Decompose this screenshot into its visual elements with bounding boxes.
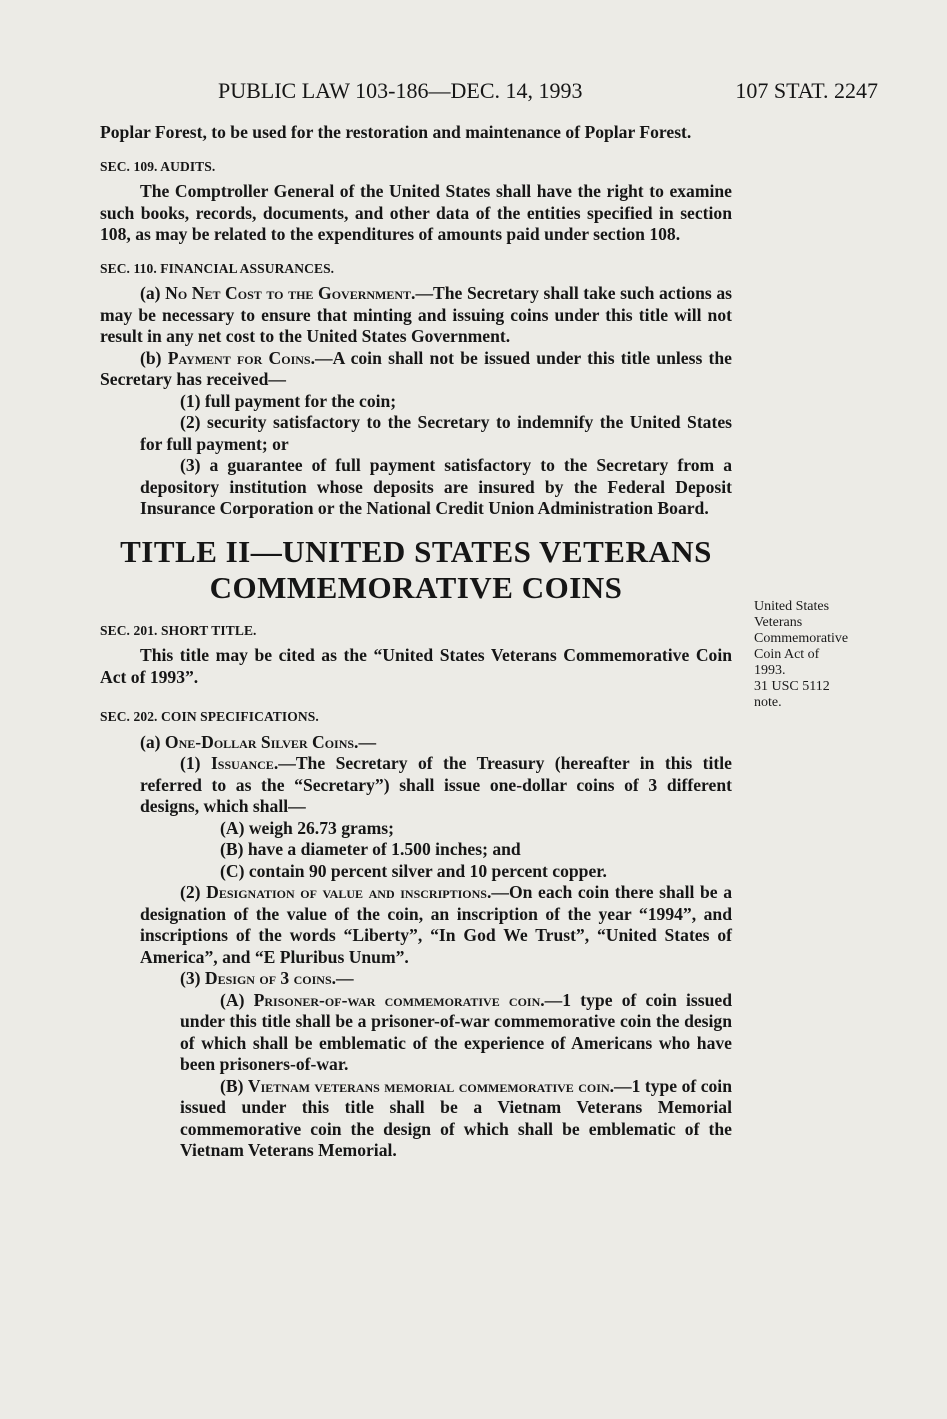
margin-note-line: Veterans (754, 615, 803, 630)
section-110-a (100, 283, 732, 348)
subparagraph-caption: Vietnam veterans memorial commemorative coin. (247, 1075, 615, 1096)
section-202-a-1-B: (B) have a diameter of 1.500 inches; and (220, 839, 521, 859)
subsection-text: —The Secretary shall take such actions as may be necessary to ensure that minting and issuing coins under this title will not result in any net cost to the United States Government. (100, 283, 732, 346)
subparagraph-caption: Prisoner-of-war commemorative coin. (253, 989, 545, 1010)
paragraph-caption: Designation of value and inscriptions. (206, 882, 492, 902)
section-202-heading: SEC. 202. COIN SPECIFICATIONS. (100, 709, 319, 724)
margin-note-line: note. (754, 695, 782, 710)
margin-note-line: 31 USC 5112 (754, 679, 830, 694)
section-110-heading: SEC. 110. FINANCIAL ASSURANCES. (100, 260, 335, 276)
subsection-label: (a) (140, 731, 165, 752)
section-202-a-3 (100, 968, 732, 990)
main-text-column (100, 122, 732, 1162)
paragraph-label: (1) (180, 753, 211, 773)
margin-note-line: 1993. (754, 663, 786, 678)
section-110-b-1: (1) full payment for the coin; (180, 390, 397, 411)
section-109-text: The Comptroller General of the United States shall have the right to examine such books, records, documents, and other data of the entities specified in section 108, as may be related to the expenditures of amounts paid under section 108. (100, 181, 732, 244)
section-110-b (100, 348, 732, 391)
subparagraph-label: (A) (220, 989, 254, 1010)
subparagraph-text: —1 type of coin issued under this title shall be a prisoner-of-war commemorative coin the design of which shall be emblematic of the experience of Americans who have been prisoners-of-war. (180, 989, 732, 1074)
statute-page-reference: 107 STAT. 2247 (735, 78, 878, 103)
paragraph-caption: Design of 3 coins. (204, 968, 337, 988)
subsection-caption: Payment for Coins. (167, 347, 315, 368)
section-201-heading: SEC. 201. SHORT TITLE. (100, 622, 257, 638)
subparagraph-label: (B) (220, 1075, 248, 1096)
margin-note (754, 599, 884, 711)
paragraph-label: (3) (180, 968, 205, 988)
title-ii-line-1: TITLE II—UNITED STATES VETERANS (120, 533, 712, 569)
subsection-label: (a) (140, 283, 166, 303)
section-110-b-3: (3) a guarantee of full payment satisfactory to the Secretary from a depository institution whose deposits are insured by the Federal Deposit Insurance Corporation or the National Credit Union Administration Board. (140, 455, 732, 518)
paragraph-dash: — (336, 968, 354, 988)
section-202-a-1 (100, 753, 732, 818)
section-202-a (100, 732, 732, 754)
section-110-b-2: (2) security satisfactory to the Secretary to indemnify the United States for full payment; or (140, 412, 732, 454)
paragraph-text: —On each coin there shall be a designation of the value of the coin, an inscription of the year “1994”, and inscriptions of the words “Liberty”, “In God We Trust”, “United States of America”, and “E Pluribus Unum”. (140, 882, 732, 967)
margin-note-line: Coin Act of (754, 647, 820, 662)
paragraph-text: —The Secretary of the Treasury (hereafter in this title referred to as the “Secretary”) shall issue one-dollar coins of 3 different designs, which shall— (140, 753, 732, 816)
margin-note-line: Commemorative (754, 631, 849, 646)
title-ii-heading (100, 534, 732, 606)
section-202-a-3-A (100, 990, 732, 1076)
subsection-caption: No Net Cost to the Government. (165, 283, 416, 303)
subparagraph-text: —1 type of coin issued under this title shall be a Vietnam Veterans Memorial commemorative coin the design of which shall be emblematic of the Vietnam Veterans Memorial. (180, 1075, 732, 1160)
subsection-caption: One-Dollar Silver Coins. (164, 731, 359, 752)
paragraph-label: (2) (180, 882, 207, 902)
margin-note-line: United States (754, 599, 830, 614)
running-head: PUBLIC LAW 103-186—DEC. 14, 1993 (218, 78, 583, 103)
title-ii-line-2: COMMEMORATIVE COINS (209, 569, 623, 605)
section-202-a-1-C: (C) contain 90 percent silver and 10 percent copper. (220, 860, 607, 881)
subsection-text: —A coin shall not be issued under this title unless the Secretary has received— (100, 347, 732, 389)
section-202-a-2 (100, 882, 732, 968)
section-201-text: This title may be cited as the “United States Veterans Commemorative Coin Act of 1993”. (100, 645, 732, 687)
subsection-label: (b) (140, 347, 168, 368)
section-109-heading: SEC. 109. AUDITS. (100, 158, 216, 174)
paragraph-caption: Issuance. (210, 753, 279, 773)
page-header (218, 78, 878, 108)
subsection-dash: — (358, 731, 377, 752)
poplar-forest-paragraph: Poplar Forest, to be used for the restoration and maintenance of Poplar Forest. (100, 122, 692, 142)
section-202-a-3-B (100, 1076, 732, 1162)
section-202-a-1-A: (A) weigh 26.73 grams; (220, 817, 394, 838)
